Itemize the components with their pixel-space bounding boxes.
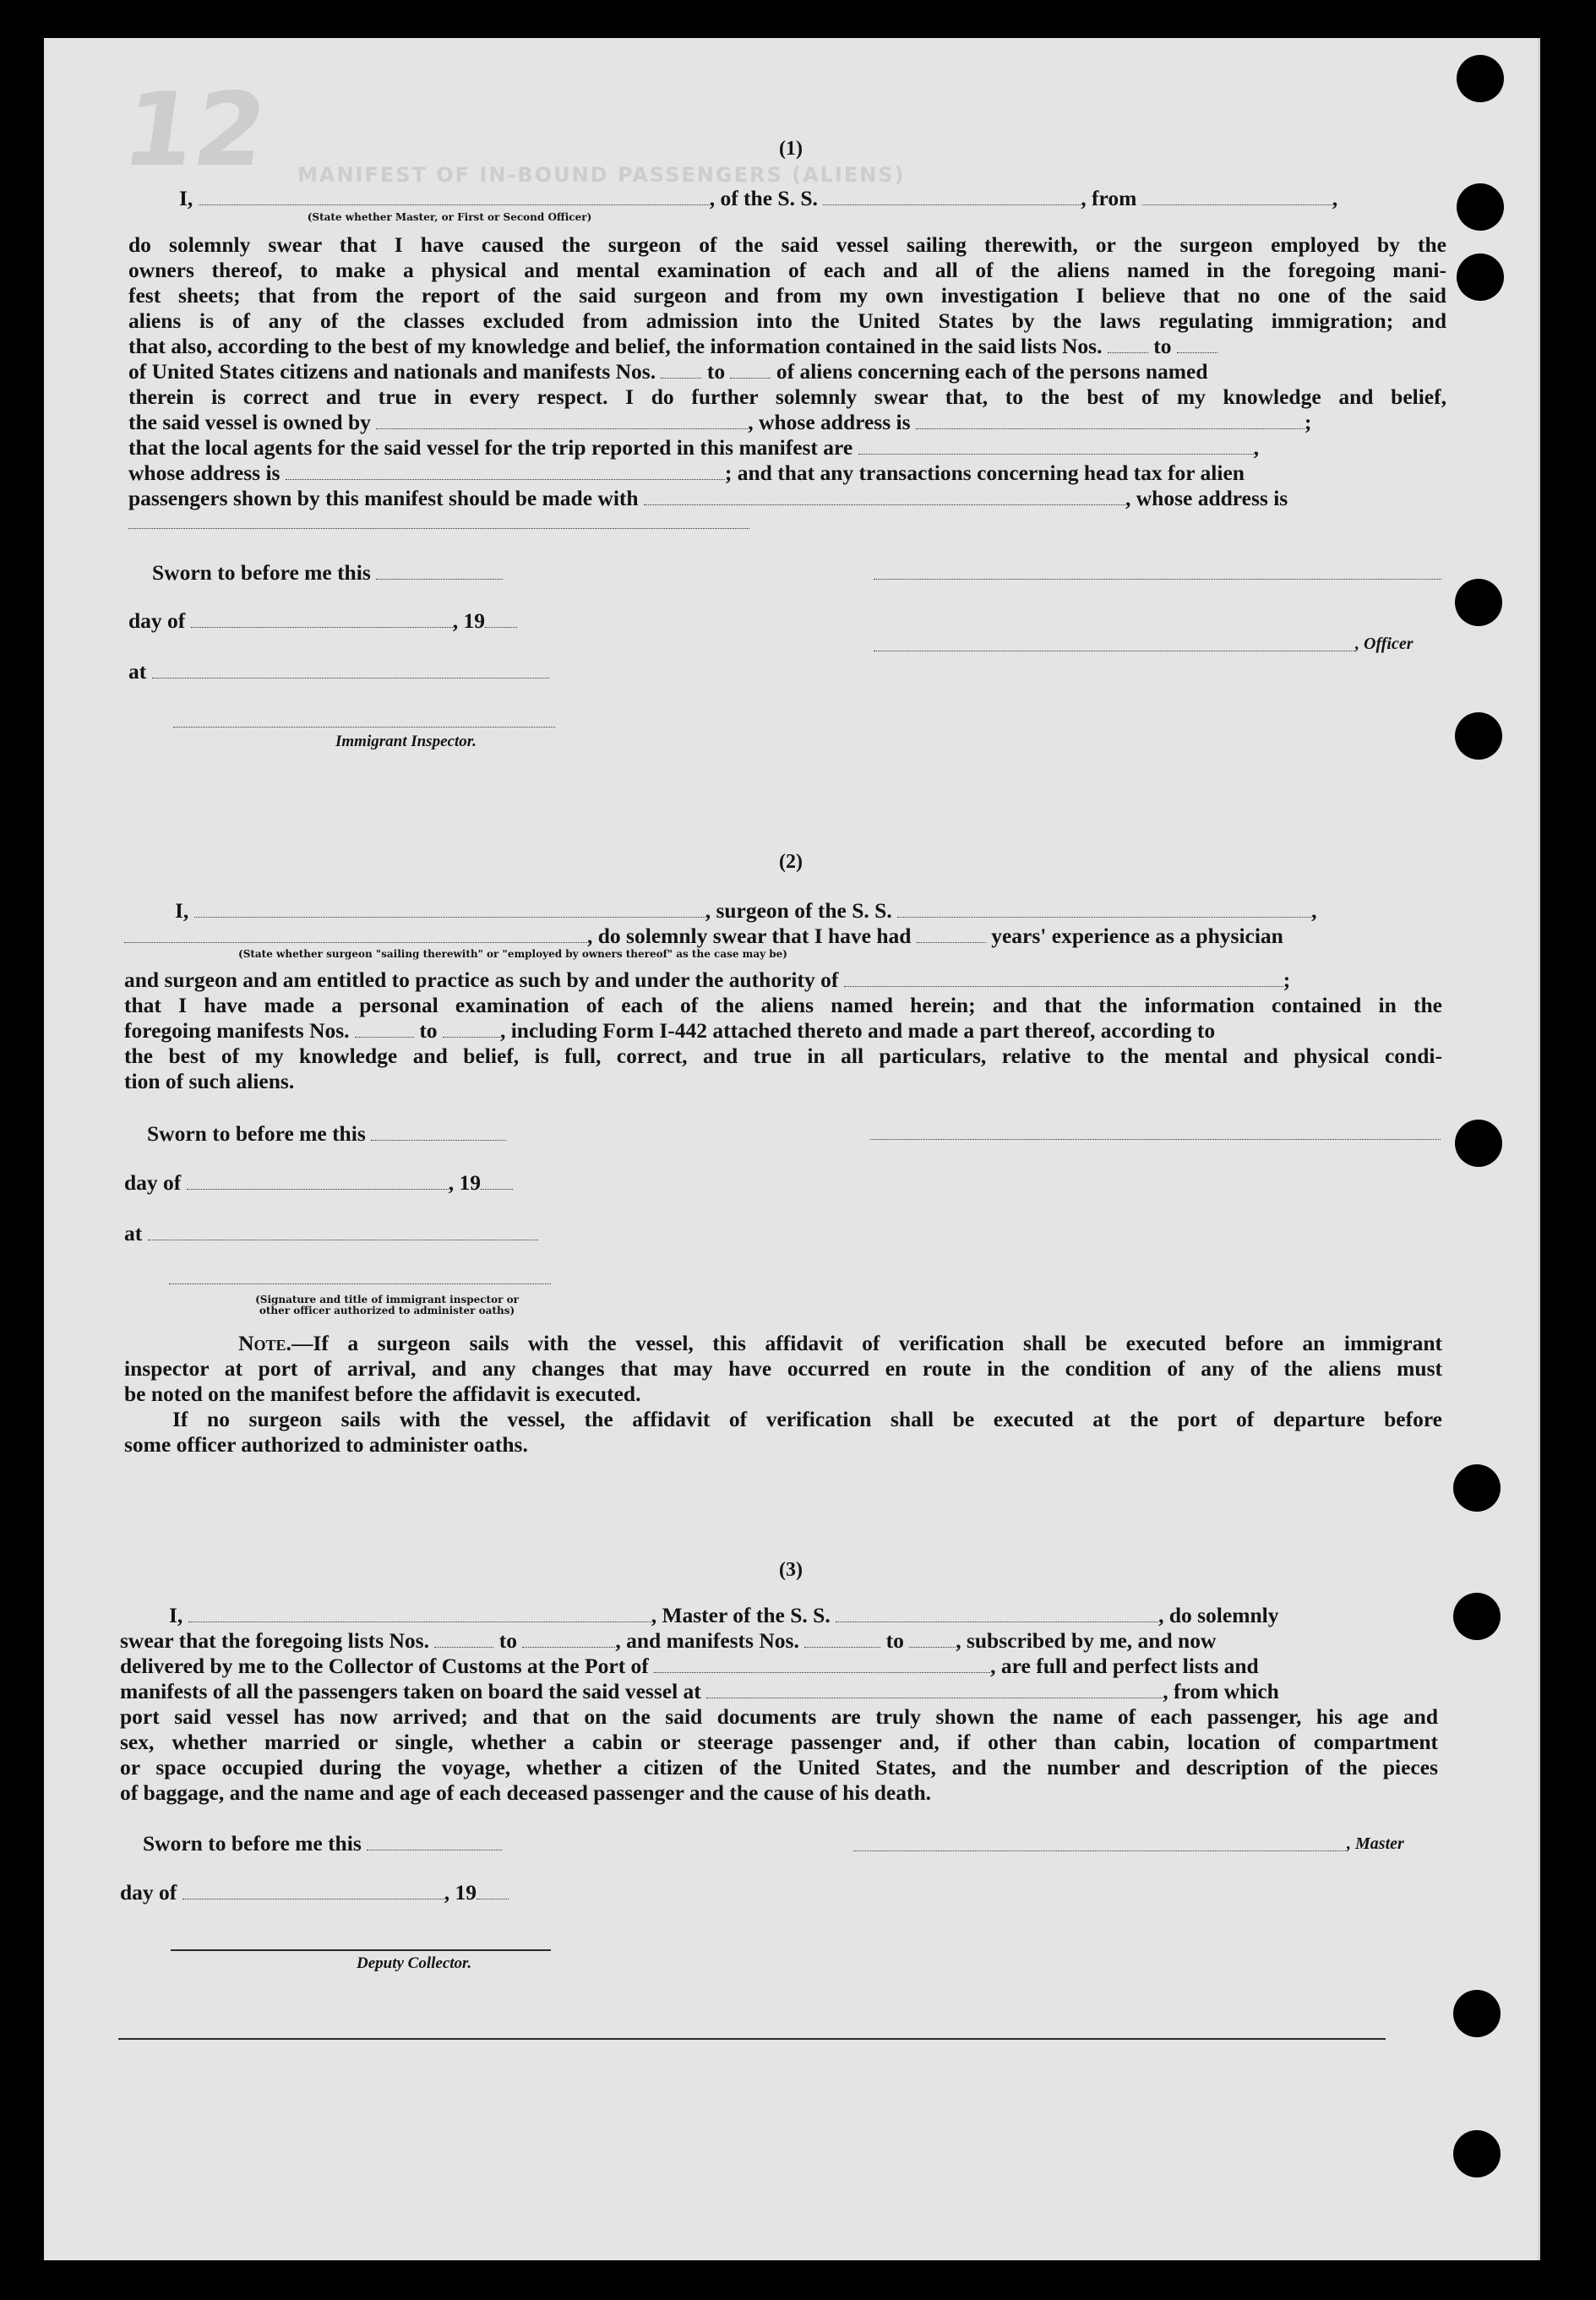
year-field[interactable]	[485, 610, 517, 628]
s3-sworn-line: Sworn to before me this	[143, 1831, 502, 1856]
officer-label: , Officer	[1355, 635, 1414, 653]
sworn-date-field[interactable]	[376, 562, 503, 580]
licensing-authority-field[interactable]	[844, 969, 1283, 987]
note-line: be noted on the manifest before the affidavit is executed.	[124, 1382, 641, 1406]
punch-hole	[1453, 1464, 1501, 1512]
year-field[interactable]	[481, 1172, 513, 1190]
punch-hole	[1453, 2130, 1501, 2177]
s3-para-line: port said vessel has now arrived; and that on the said documents are truly shown the name of each passenger, his age and	[120, 1704, 1438, 1729]
punch-hole	[1457, 55, 1504, 102]
inspector-signature-field[interactable]	[173, 727, 555, 728]
head-tax-contact-field[interactable]	[644, 488, 1125, 505]
surgeon-status-field[interactable]	[124, 925, 587, 943]
collector-signature-field[interactable]	[171, 1949, 551, 1951]
s3-line-3: delivered by me to the Collector of Customs at the Port of , are full and perfect lists and	[120, 1654, 1259, 1678]
note-line: some officer authorized to administer oaths.	[124, 1432, 528, 1457]
arrival-port-field[interactable]	[654, 1655, 990, 1673]
s1-line-7: of United States citizens and nationals and manifests Nos. to of aliens concerning each of the persons named	[128, 359, 1208, 384]
s2-line-1: I, , surgeon of the S. S. ,	[175, 898, 1317, 923]
punch-hole	[1455, 712, 1502, 760]
punch-hole	[1455, 1120, 1502, 1167]
sworn-date-field[interactable]	[367, 1833, 502, 1850]
master-label: , Master	[1347, 1834, 1404, 1853]
sworn-date-field[interactable]	[371, 1123, 506, 1141]
s2-line-7: tion of such aliens.	[124, 1069, 295, 1093]
s1-line-11: whose address is ; and that any transactions concerning head tax for alien	[128, 461, 1245, 485]
officer-name-field[interactable]	[199, 188, 710, 205]
bottom-rule	[118, 2038, 1386, 2040]
year-field[interactable]	[477, 1882, 509, 1899]
inspector-label: Immigrant Inspector.	[335, 733, 477, 750]
s3-para-line: of baggage, and the name and age of each deceased passenger and the cause of his death.	[120, 1780, 932, 1805]
note-line: If no surgeon sails with the vessel, the affidavit of verification shall be executed at the port of departure before	[172, 1407, 1442, 1431]
manifest-to-field[interactable]	[443, 1020, 500, 1038]
local-agents-field[interactable]	[858, 437, 1254, 455]
signature-hint: (Signature and title of immigrant inspector or other officer authorized to administer oaths)	[255, 1294, 519, 1316]
surgeon-signature-field[interactable]	[870, 1139, 1441, 1140]
day-field[interactable]	[187, 1172, 449, 1190]
manifest-affidavit-sheet	[44, 38, 1540, 2260]
officer-signature-field[interactable]	[874, 579, 1441, 580]
owner-field[interactable]	[376, 411, 748, 429]
s2-day-line: day of , 19	[124, 1170, 513, 1196]
s1-line-12: passengers shown by this manifest should be made with , whose address is	[128, 486, 1288, 510]
s2-line-3: and surgeon and am entitled to practice as such by and under the authority of ;	[124, 967, 1291, 992]
section-number: (1)	[779, 138, 803, 160]
years-experience-field[interactable]	[917, 925, 986, 943]
s2-line-2: , do solemnly swear that I have had years' experience as a physician	[124, 924, 1442, 949]
faded-page-number: 12	[116, 72, 274, 189]
s2-sworn-line: Sworn to before me this	[147, 1121, 506, 1147]
section-number: (3)	[779, 1559, 803, 1581]
s1-sworn-line: Sworn to before me this	[152, 560, 503, 586]
officer-rank-hint: (State whether Master, or First or Second Officer)	[307, 211, 592, 223]
section-number: (2)	[779, 851, 803, 873]
s3-para-line: or space occupied during the voyage, whether a citizen of the United States, and the number and description of the pieces	[120, 1755, 1438, 1780]
s3-line-4: manifests of all the passengers taken on board the said vessel at , from which	[120, 1679, 1279, 1703]
note-line: Note.—If a surgeon sails with the vessel, this affidavit of verification shall be executed before an immigrant	[238, 1331, 1443, 1355]
note-line: inspector at port of arrival, and any changes that may have occurred en route in the condition of any of the aliens must	[124, 1356, 1442, 1381]
s1-line-8: therein is correct and true in every respect. I do further solemnly swear that, to the best of my knowledge and belief,	[128, 384, 1446, 409]
s1-day-line: day of , 19	[128, 608, 517, 634]
s1-line-6: that also, according to the best of my knowledge and belief, the information contained in the said lists Nos. to	[128, 334, 1446, 359]
day-field[interactable]	[191, 610, 453, 628]
head-tax-address-field[interactable]	[128, 528, 749, 529]
punch-hole	[1453, 1593, 1501, 1640]
s1-line-10: that the local agents for the said vessel for the trip reported in this manifest are ,	[128, 435, 1259, 460]
punch-hole	[1457, 253, 1504, 301]
punch-hole	[1453, 1990, 1501, 2037]
s3-line-2: swear that the foregoing lists Nos. to , and manifests Nos. to , subscribed by me, and now	[120, 1628, 1217, 1653]
vessel-name-field[interactable]	[897, 900, 1311, 918]
s3-day-line: day of , 19	[120, 1880, 509, 1905]
s1-at-line: at	[128, 659, 549, 684]
surgeon-status-hint: (State whether surgeon "sailing therewith" or "employed by owners thereof" as the case may be)	[238, 948, 787, 960]
collector-label: Deputy Collector.	[357, 1954, 472, 1972]
list-from-field[interactable]	[1108, 335, 1148, 353]
owner-address-field[interactable]	[916, 411, 1305, 429]
list-to-field[interactable]	[1177, 335, 1217, 353]
manifest-to-field[interactable]	[730, 361, 771, 379]
faded-heading: MANIFEST OF IN-BOUND PASSENGERS (ALIENS)	[297, 163, 906, 187]
list-from-field[interactable]	[434, 1630, 493, 1648]
place-field[interactable]	[152, 661, 549, 679]
s1-para-line: do solemnly swear that I have caused the surgeon of the said vessel sailing therewith, or the surgeon employed by the	[128, 232, 1446, 257]
manifest-from-field[interactable]	[661, 361, 701, 379]
s1-para-line: owners thereof, to make a physical and mental examination of each and all of the aliens named in the foregoing mani-	[128, 258, 1446, 282]
s3-para-line: sex, whether married or single, whether a cabin or steerage passenger and, if other than cabin, location of compartment	[120, 1730, 1438, 1754]
s2-line-5: foregoing manifests Nos. to , including Form I-442 attached thereto and made a part thereof, according to	[124, 1018, 1216, 1043]
s2-line-6: the best of my knowledge and belief, is full, correct, and true in all particulars, relative to the mental and physical condi-	[124, 1044, 1442, 1068]
vessel-name-field[interactable]	[836, 1605, 1158, 1622]
s1-line-9: the said vessel is owned by , whose address is ;	[128, 410, 1312, 434]
note-label: Note.	[238, 1331, 291, 1355]
master-name-field[interactable]	[188, 1605, 651, 1622]
manifest-to-field[interactable]	[909, 1630, 956, 1648]
s1-para-line: fest sheets; that from the report of the said surgeon and from my own investigation I believe that no one of the said	[128, 283, 1446, 308]
departure-port-field[interactable]	[1142, 188, 1332, 205]
s1-line-1: I, , of the S. S. , from ,	[179, 186, 1338, 210]
manifest-from-field[interactable]	[804, 1630, 880, 1648]
s2-line-4: that I have made a personal examination of each of the aliens named herein; and that the information contained in the	[124, 993, 1442, 1017]
place-field[interactable]	[148, 1223, 538, 1240]
list-to-field[interactable]	[522, 1630, 615, 1648]
master-signature-field[interactable]	[853, 1850, 1348, 1851]
s2-at-line: at	[124, 1221, 538, 1246]
day-field[interactable]	[182, 1882, 444, 1899]
punch-hole	[1457, 183, 1504, 231]
surgeon-name-field[interactable]	[194, 900, 705, 918]
vessel-name-field[interactable]	[823, 188, 1081, 205]
s3-line-1: I, , Master of the S. S. , do solemnly	[169, 1603, 1279, 1627]
s1-para-line: aliens is of any of the classes excluded from admission into the United States by the laws regulating immigration; and	[128, 308, 1446, 333]
embarkation-port-field[interactable]	[706, 1681, 1163, 1698]
punch-hole	[1455, 579, 1502, 626]
agent-address-field[interactable]	[286, 462, 725, 480]
manifest-from-field[interactable]	[355, 1020, 414, 1038]
